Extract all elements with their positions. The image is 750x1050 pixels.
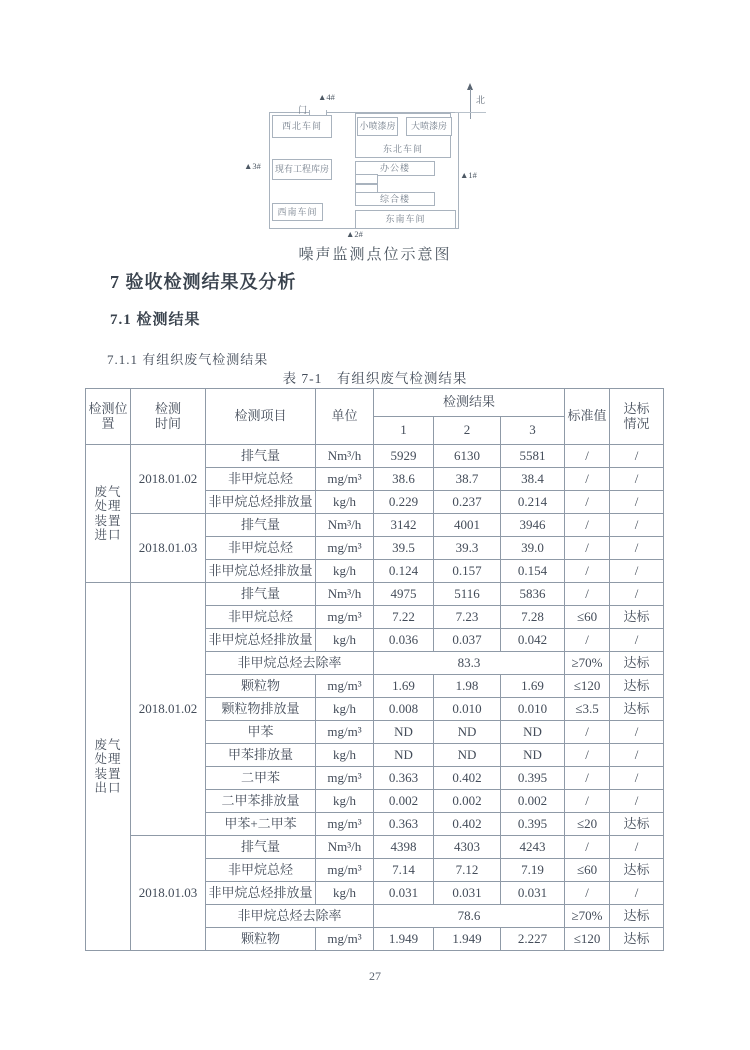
table-cell: kg/h [316,698,374,721]
table-cell: 3 [501,417,565,445]
table-cell: 标准值 [565,389,610,445]
table-cell: 检测位 置 [86,389,131,445]
table-cell: 0.002 [374,790,434,813]
table-cell: 1.949 [374,928,434,951]
table-cell: kg/h [316,629,374,652]
table-cell: ≤120 [565,928,610,951]
table-cell: 排气量 [206,445,316,468]
table-cell: 1.69 [501,675,565,698]
table-cell: 5836 [501,583,565,606]
table-cell: / [610,882,664,905]
north-arrow-line [470,89,471,119]
table-cell: ≥70% [565,905,610,928]
table-cell: 排气量 [206,514,316,537]
table-cell: 达标 [610,652,664,675]
table-cell: 38.7 [434,468,501,491]
monitoring-point-marker-4: ▲4# [318,92,335,102]
table-cell: mg/m³ [316,859,374,882]
table-cell: mg/m³ [316,721,374,744]
table-cell: 二甲苯排放量 [206,790,316,813]
table-cell: 0.395 [501,813,565,836]
chapter-heading: 7 验收检测结果及分析 [110,272,297,292]
table-cell: ≥70% [565,652,610,675]
table-cell: mg/m³ [316,767,374,790]
table-cell: 4303 [434,836,501,859]
table-cell: / [610,744,664,767]
table-cell: 1.98 [434,675,501,698]
table-cell: ≤60 [565,859,610,882]
table-cell: / [565,882,610,905]
table-cell: 0.008 [374,698,434,721]
table-cell: 非甲烷总烃去除率 [206,905,374,928]
table-cell: 排气量 [206,836,316,859]
table-cell: / [610,560,664,583]
table-cell: 1.949 [434,928,501,951]
table-cell: 2018.01.03 [131,836,206,951]
table-cell: 检测项目 [206,389,316,445]
table-cell: ND [501,744,565,767]
building-office-annex [355,174,378,184]
table-row [86,445,664,468]
table-cell: 38.4 [501,468,565,491]
table-cell: 1 [374,417,434,445]
table-cell: 0.402 [434,813,501,836]
subsection-heading: 7.1.1 有组织废气检测结果 [107,352,269,367]
building-se-workshop: 东南车间 [355,210,456,229]
table-cell: 0.002 [434,790,501,813]
table-cell: 4001 [434,514,501,537]
table-cell: / [610,445,664,468]
table-cell: 达标 [610,905,664,928]
table-cell: ≤3.5 [565,698,610,721]
table-cell: 5116 [434,583,501,606]
table-cell: 达标 情况 [610,389,664,445]
table-cell: 0.010 [501,698,565,721]
table-cell: / [565,445,610,468]
table-cell: 非甲烷总烃排放量 [206,882,316,905]
table-cell: 0.031 [374,882,434,905]
table-cell: 2 [434,417,501,445]
table-cell: 7.23 [434,606,501,629]
table-title: 表 7-1 有组织废气检测结果 [282,371,468,386]
table-cell: 0.031 [434,882,501,905]
building-complex: 综合楼 [355,192,435,206]
table-cell: 4975 [374,583,434,606]
table-cell: 0.036 [374,629,434,652]
table-cell: / [610,629,664,652]
table-cell: 排气量 [206,583,316,606]
results-table-body [86,445,664,951]
table-cell: mg/m³ [316,813,374,836]
table-cell: 3142 [374,514,434,537]
table-cell: / [610,537,664,560]
table-cell: 甲苯 [206,721,316,744]
table-cell: / [565,583,610,606]
table-cell: 0.229 [374,491,434,514]
table-cell: / [610,767,664,790]
table-cell: mg/m³ [316,675,374,698]
table-cell: kg/h [316,790,374,813]
table-cell: 颗粒物排放量 [206,698,316,721]
building-small-paint-room: 小喷漆房 [357,117,398,136]
results-table-container [85,388,664,951]
monitoring-point-marker-1: ▲1# [460,170,477,180]
monitoring-point-marker-2: ▲2# [346,229,363,239]
table-row [86,389,664,417]
table-cell: 0.237 [434,491,501,514]
table-cell: ND [434,744,501,767]
table-cell: 非甲烷总烃排放量 [206,560,316,583]
table-cell: 38.6 [374,468,434,491]
table-cell: / [565,629,610,652]
noise-monitoring-diagram [240,83,490,243]
table-cell: / [610,721,664,744]
table-cell: 达标 [610,813,664,836]
table-cell: ND [434,721,501,744]
gate-label: 门 [298,105,308,115]
table-cell: / [565,790,610,813]
table-cell: / [610,491,664,514]
table-cell: 2018.01.03 [131,514,206,583]
table-cell: ≤20 [565,813,610,836]
table-cell: 0.214 [501,491,565,514]
table-cell: / [610,468,664,491]
building-ne-workshop-label: 东北车间 [382,144,423,154]
table-cell: 5929 [374,445,434,468]
table-cell: 0.002 [501,790,565,813]
table-cell: 废气处理装置进口 [86,445,131,583]
table-cell: 非甲烷总烃去除率 [206,652,374,675]
table-cell: / [610,836,664,859]
table-cell: 颗粒物 [206,928,316,951]
table-cell: 检测结果 [374,389,565,417]
page-number: 27 [369,969,381,983]
north-label: 北 [476,95,486,105]
table-cell: Nm³/h [316,583,374,606]
table-cell: 达标 [610,606,664,629]
table-cell: 4398 [374,836,434,859]
table-cell: 非甲烷总烃 [206,468,316,491]
north-arrow-cross [455,112,486,113]
diagram-caption: 噪声监测点位示意图 [298,247,452,263]
table-cell: 废气处理装置出口 [86,583,131,951]
table-cell: 0.031 [501,882,565,905]
table-cell: 检测 时间 [131,389,206,445]
table-cell: / [565,721,610,744]
table-cell: 单位 [316,389,374,445]
table-cell: 0.124 [374,560,434,583]
table-cell: 7.12 [434,859,501,882]
table-row [86,583,664,606]
table-cell: 7.28 [501,606,565,629]
table-cell: Nm³/h [316,514,374,537]
table-cell: / [610,790,664,813]
table-cell: 0.010 [434,698,501,721]
table-cell: 甲苯排放量 [206,744,316,767]
table-cell: 7.19 [501,859,565,882]
table-row [86,836,664,859]
table-cell: 0.363 [374,767,434,790]
table-cell: 0.395 [501,767,565,790]
building-existing-warehouse: 现有工程库房 [272,159,332,180]
table-cell: 78.6 [374,905,565,928]
table-cell: 非甲烷总烃 [206,606,316,629]
table-cell: 0.157 [434,560,501,583]
table-cell: mg/m³ [316,468,374,491]
table-cell: / [565,491,610,514]
table-cell: ND [374,744,434,767]
results-table [85,388,664,951]
table-cell: 甲苯+二甲苯 [206,813,316,836]
table-cell: mg/m³ [316,537,374,560]
building-sw-workshop: 西南车间 [272,203,323,221]
table-cell: Nm³/h [316,836,374,859]
table-cell: 非甲烷总烃 [206,537,316,560]
table-cell: 颗粒物 [206,675,316,698]
table-cell: 0.037 [434,629,501,652]
table-cell: ND [374,721,434,744]
table-cell: 0.154 [501,560,565,583]
table-cell: mg/m³ [316,928,374,951]
building-office: 办公楼 [355,161,435,176]
table-cell: 4243 [501,836,565,859]
table-cell: mg/m³ [316,606,374,629]
table-cell: 非甲烷总烃 [206,859,316,882]
table-cell: 达标 [610,859,664,882]
table-cell: / [565,537,610,560]
table-cell: 达标 [610,698,664,721]
table-cell: kg/h [316,560,374,583]
table-row [86,514,664,537]
table-cell: 3946 [501,514,565,537]
table-cell: ≤60 [565,606,610,629]
building-nw-workshop: 西北车间 [272,115,332,138]
table-cell: 7.22 [374,606,434,629]
monitoring-point-marker-3: ▲3# [244,161,261,171]
table-cell: 5581 [501,445,565,468]
table-cell: / [565,514,610,537]
table-cell: 0.042 [501,629,565,652]
table-cell: kg/h [316,491,374,514]
table-cell: 83.3 [374,652,565,675]
table-cell: kg/h [316,882,374,905]
table-cell: 0.363 [374,813,434,836]
table-cell: / [565,767,610,790]
table-cell: 7.14 [374,859,434,882]
table-cell: ≤120 [565,675,610,698]
table-cell: / [565,560,610,583]
table-cell: 达标 [610,928,664,951]
table-cell: 2018.01.02 [131,445,206,514]
table-cell: 39.3 [434,537,501,560]
table-cell: 二甲苯 [206,767,316,790]
table-cell: / [610,514,664,537]
table-cell: 6130 [434,445,501,468]
table-cell: / [610,583,664,606]
table-cell: / [565,836,610,859]
table-cell: 2.227 [501,928,565,951]
section-heading: 7.1 检测结果 [110,312,201,328]
table-cell: 39.0 [501,537,565,560]
table-cell: ND [501,721,565,744]
table-cell: 1.69 [374,675,434,698]
table-cell: 非甲烷总烃排放量 [206,629,316,652]
table-cell: / [565,468,610,491]
table-cell: / [565,744,610,767]
table-cell: 达标 [610,675,664,698]
table-cell: 39.5 [374,537,434,560]
results-table-head [86,389,664,445]
table-cell: 非甲烷总烃排放量 [206,491,316,514]
table-cell: Nm³/h [316,445,374,468]
table-cell: 2018.01.02 [131,583,206,836]
table-cell: kg/h [316,744,374,767]
table-cell: 0.402 [434,767,501,790]
building-large-paint-room: 大喷漆房 [406,117,452,136]
